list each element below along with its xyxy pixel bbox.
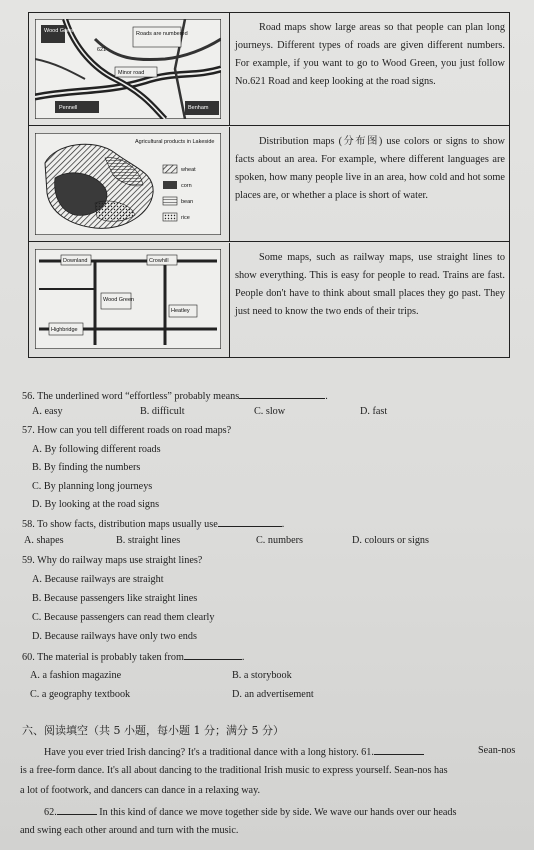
question-60-end: .	[241, 652, 245, 663]
highbridge-label: Highbridge	[51, 327, 78, 333]
railway-map-image-cell	[29, 243, 230, 357]
minor-road-label: Minor road	[118, 70, 145, 76]
passage-line-5: and swing each other around and turn with the music.	[20, 825, 239, 836]
q57-option-b[interactable]: B. By finding the numbers	[32, 462, 141, 473]
railway-map-text: Some maps, such as railway maps, use straight lines to show everything. This is easy for people to read. Trains are fast. People don't have to think about small places they go past. They just need to know the two ends of their trips.	[235, 252, 505, 317]
legend-rice: rice	[181, 215, 190, 221]
railway-map-image	[35, 249, 221, 349]
passage-line-1	[44, 745, 424, 758]
legend-corn: corn	[181, 183, 192, 189]
town-b-label: Benham	[188, 105, 209, 111]
road-621-label: 621	[97, 47, 107, 53]
distribution-map-image-cell	[29, 127, 230, 241]
q59-option-d[interactable]: D. Because railways have only two ends	[32, 631, 197, 642]
railway-map-row	[29, 243, 509, 357]
distribution-map-text: Distribution maps (分布图) use colors or signs to show facts about an area. For example, where different languages are spoken, how many people live in an area, how cold and hot some places are, or whether a place is short of water.	[235, 136, 505, 201]
section-heading: 六、阅读填空（共 5 小题，每小题 1 分；满分 5 分）	[22, 724, 284, 737]
passage-line-4-text: In this kind of dance we move together side by side. We wave our hands over our heads	[99, 807, 457, 818]
passage-line-3: a lot of footwork, and dancers can dance in a relaxing way.	[20, 785, 261, 796]
question-56-end: .	[325, 391, 328, 402]
question-59: 59. Why do railway maps use straight lines?	[22, 555, 203, 566]
question-58-stem: 58. To show facts, distribution maps usually use	[22, 519, 218, 530]
question-60	[22, 650, 244, 663]
q60-option-a[interactable]: A. a fashion magazine	[30, 670, 122, 681]
q58-option-a[interactable]: A. shapes	[24, 535, 64, 546]
wood-green-label: Wood Green	[44, 28, 76, 34]
question-56-stem: 56. The underlined word “effortless” probably means	[22, 391, 240, 402]
answer-blank-61[interactable]	[374, 745, 424, 755]
distribution-map-row	[29, 127, 509, 242]
question-56	[22, 389, 328, 402]
town-a-label: Pennell	[59, 105, 78, 111]
q60-option-d[interactable]: D. an advertisement	[232, 689, 314, 700]
question-62-number: 62.	[44, 807, 57, 818]
passage-line-1-text: Have you ever tried Irish dancing? It's a traditional dance with a long history. 61.	[44, 747, 374, 758]
answer-blank-60[interactable]	[184, 650, 242, 660]
q59-option-c[interactable]: C. Because passengers can read them clearly	[32, 612, 215, 623]
question-58	[22, 517, 284, 530]
q58-option-d[interactable]: D. colours or signs	[352, 535, 429, 546]
q59-option-a[interactable]: A. Because railways are straight	[32, 574, 164, 585]
passage-sean-nos: Sean-nos	[478, 745, 516, 756]
answer-blank-56[interactable]	[239, 389, 325, 399]
q56-option-d[interactable]: D. fast	[360, 406, 388, 417]
road-map-image	[35, 19, 221, 119]
q56-option-b[interactable]: B. difficult	[140, 406, 185, 417]
question-57: 57. How can you tell different roads on road maps?	[22, 425, 232, 436]
answer-blank-58[interactable]	[218, 517, 282, 527]
q60-option-c[interactable]: C. a geography textbook	[30, 689, 131, 700]
question-58-end: .	[281, 519, 285, 530]
q57-option-c[interactable]: C. By planning long journeys	[32, 481, 153, 492]
road-map-text: Road maps show large areas so that people can plan long journeys. Different types of roads are given different numbers. For example, if you want to go to Wood Green, you just follow No.621 Road and keep looking at the road signs.	[235, 22, 505, 87]
q59-option-b[interactable]: B. Because passengers like straight lines	[32, 593, 198, 604]
road-map-row	[29, 13, 509, 126]
q60-option-b[interactable]: B. a storybook	[232, 670, 292, 681]
distribution-map-title: Agricultural products in Lakeside	[135, 139, 215, 145]
passage-line-2: is a free-form dance. It's all about dancing to the traditional Irish music to express yourself. Sean-nos has	[20, 765, 448, 776]
roads-numbered-label: Roads are numbered	[136, 31, 188, 37]
passage-line-4	[44, 805, 456, 818]
wood-green-rail-label: Wood Green	[103, 297, 135, 303]
map-types-table	[28, 12, 510, 358]
downland-label: Downland	[63, 258, 88, 264]
distribution-map-image	[35, 133, 221, 235]
crowhill-label: Crowhill	[149, 258, 169, 264]
q57-option-d[interactable]: D. By looking at the road signs	[32, 499, 160, 510]
heatley-label: Heatley	[171, 308, 190, 314]
road-map-image-cell	[29, 13, 230, 125]
legend-bean: bean	[181, 199, 194, 205]
q56-option-c[interactable]: C. slow	[254, 406, 286, 417]
q58-option-c[interactable]: C. numbers	[256, 535, 303, 546]
answer-blank-62[interactable]	[57, 805, 97, 815]
q58-option-b[interactable]: B. straight lines	[116, 535, 181, 546]
q56-option-a[interactable]: A. easy	[32, 406, 63, 417]
question-60-stem: 60. The material is probably taken from	[22, 652, 184, 663]
legend-wheat: wheat	[181, 167, 196, 173]
q57-option-a[interactable]: A. By following different roads	[32, 444, 161, 455]
